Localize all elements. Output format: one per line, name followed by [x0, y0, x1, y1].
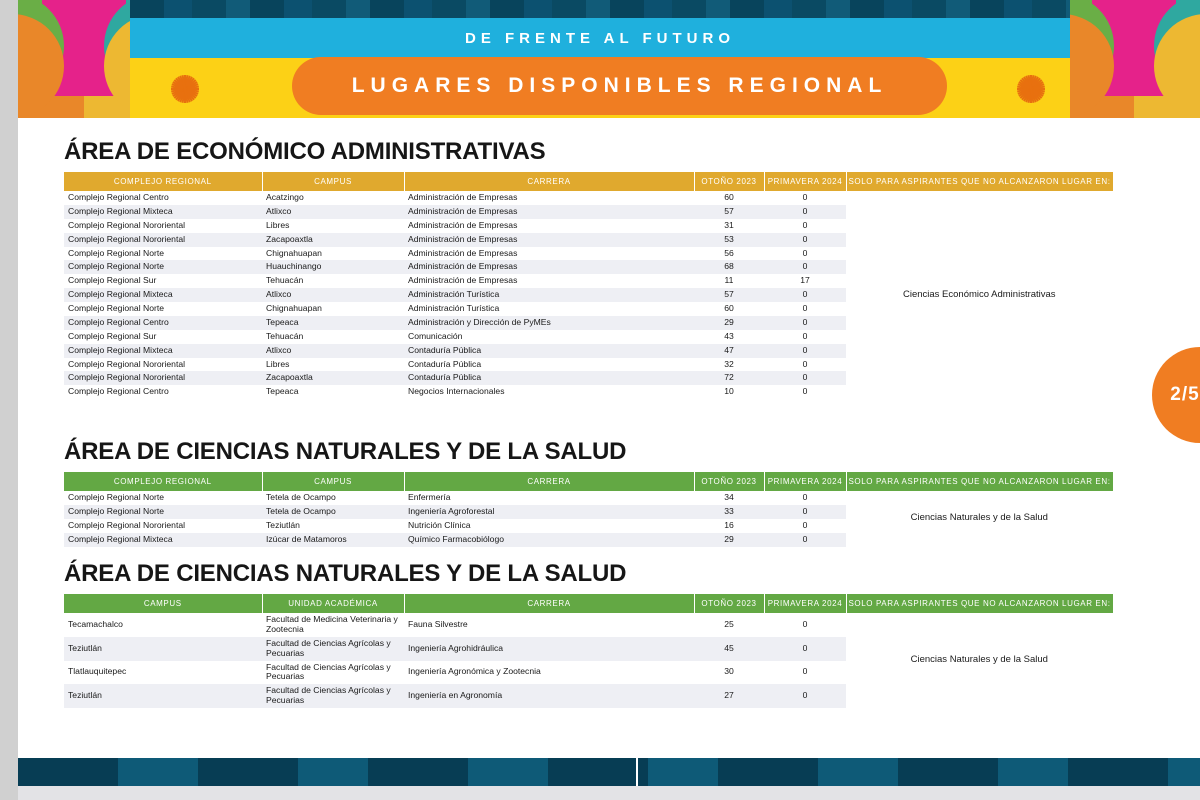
table-cell-number: 31 [724, 219, 734, 230]
section-title: ÁREA DE ECONÓMICO ADMINISTRATIVAS [64, 138, 546, 165]
table-cell: Zacapoaxtla [262, 371, 404, 385]
table-cell: Acatzingo [266, 192, 304, 202]
table-cell-number: 53 [694, 233, 764, 247]
table-cell-number: 0 [802, 618, 808, 629]
sunburst-icon-left [172, 76, 198, 102]
table-cell: Complejo Regional Mixteca [64, 344, 262, 358]
table-cell: Administración de Empresas [404, 233, 694, 247]
data-table [64, 594, 1113, 708]
table-cell: Facultad de Ciencias Agrícolas y Pecuarias [266, 661, 391, 682]
table-cell: Complejo Regional Sur [68, 330, 157, 341]
table-cell-number: 60 [724, 303, 734, 313]
table-cell: Administración Turística [408, 303, 500, 313]
table-cell-number: 0 [802, 358, 808, 369]
table-cell: Químico Farmacobiólogo [404, 533, 694, 547]
page-title: LUGARES DISPONIBLES REGIONAL [351, 74, 888, 97]
table-cell: Negocios Internacionales [408, 386, 505, 397]
table-cell-number: 0 [764, 505, 846, 519]
table-cell-number: 0 [764, 533, 846, 547]
table-cell: Complejo Regional Norte [68, 303, 165, 313]
table-header-row [64, 172, 1113, 191]
table-cell: Complejo Regional Nororiental [68, 358, 186, 369]
table-cell: Tepeaca [262, 316, 404, 330]
table-cell: Administración de Empresas [404, 260, 694, 274]
table-cell: Tehuacán [266, 330, 304, 341]
column-header: PRIMAVERA 2024 [764, 472, 846, 491]
table-cell: Tetela de Ocampo [262, 505, 404, 519]
table-cell-number: 0 [764, 684, 846, 708]
table-cell-number: 29 [694, 316, 764, 330]
page-footer [18, 758, 1200, 786]
table-cell-number: 56 [724, 247, 734, 258]
table-cell: Ingeniería Agrohidráulica [404, 637, 694, 661]
table-cell-number: 0 [764, 260, 846, 274]
data-table [64, 172, 1113, 399]
table-cell-number: 33 [694, 505, 764, 519]
table-cell: Complejo Regional Mixteca [64, 288, 262, 302]
column-header: OTOÑO 2023 [694, 172, 764, 191]
table-cell-number: 45 [694, 637, 764, 661]
table-cell: Fauna Silvestre [408, 618, 468, 629]
table-cell-number: 0 [764, 637, 846, 661]
table-cell: Complejo Regional Norte [68, 492, 165, 502]
table-cell: Tlatlauquitepec [68, 666, 127, 677]
table-cell: Izúcar de Matamoros [262, 533, 404, 547]
page-bottom-margin [0, 786, 1200, 800]
table-cell: Nutrición Clínica [408, 519, 471, 530]
table-cell: Complejo Regional Centro [64, 316, 262, 330]
section-1 [64, 138, 1113, 399]
table-cell-number: 0 [802, 303, 808, 313]
column-header: CARRERA [404, 594, 694, 613]
table-cell: Contaduría Pública [404, 344, 694, 358]
table-cell: Administración de Empresas [408, 219, 518, 230]
column-header: CARRERA [404, 472, 694, 491]
table-cell-number: 43 [724, 330, 734, 341]
table-cell: Complejo Regional Nororiental [68, 219, 186, 230]
section-2 [64, 438, 1113, 547]
table-cell: Atlixco [262, 205, 404, 219]
header-tagline: DE FRENTE AL FUTURO [465, 29, 735, 47]
table-cell: Chignahuapan [266, 303, 322, 313]
table-cell-number: 57 [694, 205, 764, 219]
table-cell: Complejo Regional Centro [68, 192, 169, 202]
table-cell-number: 72 [694, 371, 764, 385]
table-cell: Ingeniería Agroforestal [404, 505, 694, 519]
table-cell: Complejo Regional Mixteca [64, 533, 262, 547]
table-cell: Administración de Empresas [408, 275, 518, 286]
table-cell-number: 0 [802, 192, 808, 202]
table-cell-number: 25 [724, 618, 734, 629]
table-cell-number: 47 [694, 344, 764, 358]
table-row [64, 191, 1113, 205]
table-cell: Enfermería [408, 492, 451, 502]
table-cell-number: 34 [724, 492, 734, 502]
sunburst-icon-right [1018, 76, 1044, 102]
table-cell: Complejo Regional Norte [64, 260, 262, 274]
table-cell: Complejo Regional Centro [68, 386, 169, 397]
table-cell: Complejo Regional Nororiental [64, 371, 262, 385]
table-cell-number: 60 [724, 192, 734, 202]
table-cell-number: 0 [764, 233, 846, 247]
table-row [64, 613, 1113, 637]
table-cell: Administración de Empresas [404, 205, 694, 219]
page-number-label: 2/5 [1170, 384, 1200, 405]
footer-divider [636, 758, 638, 786]
table-cell-number: 29 [694, 533, 764, 547]
table-cell: Teziutlán [64, 637, 262, 661]
table-cell: Zacapoaxtla [262, 233, 404, 247]
table-cell: Administración de Empresas [408, 247, 518, 258]
table-cell-number: 11 [724, 275, 734, 286]
table-cell-number: 0 [764, 344, 846, 358]
section-title: ÁREA DE CIENCIAS NATURALES Y DE LA SALUD [64, 560, 627, 587]
table-cell: Tetela de Ocampo [266, 492, 336, 502]
table-cell: Comunicación [408, 330, 463, 341]
table-cell: Complejo Regional Nororiental [64, 233, 262, 247]
table-cell: Administración Turística [404, 288, 694, 302]
table-cell: Contaduría Pública [408, 358, 482, 369]
table-cell: Complejo Regional Norte [68, 247, 165, 258]
table-header-row [64, 594, 1113, 613]
table-cell: Ingeniería Agronómica y Zootecnia [408, 666, 541, 677]
column-header: CAMPUS [262, 172, 404, 191]
table-cell-number: 0 [764, 371, 846, 385]
header-tagline-band [130, 18, 1070, 58]
column-header: SOLO PARA ASPIRANTES QUE NO ALCANZARON LUGAR EN: [846, 472, 1113, 491]
table-cell-number: 0 [802, 247, 808, 258]
table-cell-number: 0 [802, 386, 808, 397]
table-cell-number: 17 [800, 275, 810, 286]
table-cell: Tehuacán [266, 275, 304, 286]
table-cell: Ingeniería en Agronomía [404, 684, 694, 708]
section-title: ÁREA DE CIENCIAS NATURALES Y DE LA SALUD [64, 438, 627, 465]
column-header: OTOÑO 2023 [694, 594, 764, 613]
table-cell-number: 0 [802, 519, 808, 530]
table-cell: Libres [266, 358, 290, 369]
table-cell-number: 0 [802, 666, 808, 677]
column-header: COMPLEJO REGIONAL [64, 472, 262, 491]
table-cell: Teziutlán [64, 684, 262, 708]
table-cell-number: 16 [724, 519, 734, 530]
page-title-pill [292, 57, 947, 115]
column-header: SOLO PARA ASPIRANTES QUE NO ALCANZARON LUGAR EN: [846, 172, 1113, 191]
table-row [64, 491, 1113, 505]
column-header: PRIMAVERA 2024 [764, 172, 846, 191]
table-cell: Administración y Dirección de PyMEs [404, 316, 694, 330]
table-cell-number: 10 [724, 386, 734, 397]
table-cell-number: 0 [764, 316, 846, 330]
table-cell: Tepeaca [266, 386, 299, 397]
table-cell: Facultad de Ciencias Agrícolas y Pecuarias [262, 637, 404, 661]
table-cell-number: 0 [764, 288, 846, 302]
column-header: SOLO PARA ASPIRANTES QUE NO ALCANZARON LUGAR EN: [846, 594, 1113, 613]
column-header: COMPLEJO REGIONAL [64, 172, 262, 191]
table-cell: Teziutlán [266, 519, 300, 530]
table-cell: Administración de Empresas [408, 192, 518, 202]
table-cell-number: 0 [802, 492, 808, 502]
column-header: CAMPUS [262, 472, 404, 491]
table-header-row [64, 472, 1113, 491]
area-note: Ciencias Naturales y de la Salud [846, 491, 1113, 547]
decorative-pattern-right [1068, 0, 1200, 118]
header-dark-stripe-bar [130, 0, 1070, 18]
table-cell-number: 57 [694, 288, 764, 302]
table-cell: Libres [266, 219, 290, 230]
table-cell-number: 0 [802, 219, 808, 230]
table-cell: Complejo Regional Norte [64, 505, 262, 519]
area-note: Ciencias Económico Administrativas [846, 191, 1113, 399]
table-cell: Atlixco [262, 344, 404, 358]
page-gutter-left [0, 0, 18, 800]
table-cell: Complejo Regional Mixteca [64, 205, 262, 219]
table-cell-number: 68 [694, 260, 764, 274]
column-header: UNIDAD ACADÉMICA [262, 594, 404, 613]
table-cell: Tecamachalco [68, 618, 123, 629]
table-cell-number: 0 [802, 330, 808, 341]
section-3 [64, 560, 1113, 708]
table-cell-number: 27 [694, 684, 764, 708]
column-header: CARRERA [404, 172, 694, 191]
data-table [64, 472, 1113, 547]
table-cell: Chignahuapan [266, 247, 322, 258]
page-content [0, 118, 1200, 758]
column-header: OTOÑO 2023 [694, 472, 764, 491]
table-cell: Contaduría Pública [404, 371, 694, 385]
table-cell: Facultad de Ciencias Agrícolas y Pecuarias [262, 684, 404, 708]
table-cell-number: 0 [764, 205, 846, 219]
page-header [0, 0, 1200, 118]
table-cell: Atlixco [262, 288, 404, 302]
table-cell: Huauchinango [262, 260, 404, 274]
table-cell-number: 30 [724, 666, 734, 677]
column-header: CAMPUS [64, 594, 262, 613]
table-cell: Facultad de Medicina Veterinaria y Zootecnia [266, 614, 398, 634]
column-header: PRIMAVERA 2024 [764, 594, 846, 613]
area-note: Ciencias Naturales y de la Salud [846, 613, 1113, 708]
table-cell-number: 32 [724, 358, 734, 369]
table-cell: Complejo Regional Sur [68, 275, 157, 286]
table-cell: Complejo Regional Nororiental [68, 519, 186, 530]
